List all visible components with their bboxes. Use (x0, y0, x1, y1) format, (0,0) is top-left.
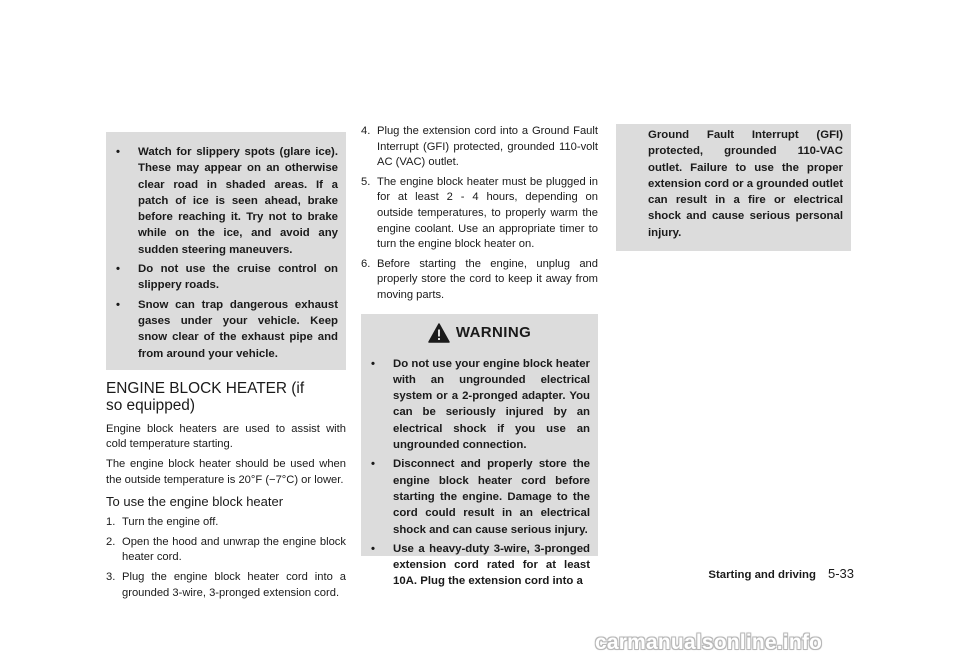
warning-item (369, 356, 590, 454)
paragraph: Engine block heaters are used to assist with cold temperature starting. (106, 422, 346, 451)
step-number: 6. (361, 257, 371, 270)
column-1 (106, 0, 346, 605)
subsection-title: To use the engine block heater (106, 494, 284, 510)
list-item (361, 257, 598, 304)
bullet: • (116, 298, 120, 311)
list-item (361, 124, 598, 171)
warning-item (114, 144, 338, 258)
page-number: 5-33 (827, 566, 854, 581)
steps-list (361, 124, 598, 304)
warning-item (114, 297, 338, 362)
warning-header (369, 316, 590, 350)
warning-item (114, 261, 338, 294)
warning-text: Do not use the cruise control on slippery roads. (138, 263, 338, 292)
warning-text: Do not use your engine block heater with an ungrounded electrical system or a 2-pronged adapter. You can be seriously injured by an electrical shock if you use an ungrounded connection. (393, 357, 590, 452)
step-text: Open the hood and unwrap the engine block heater cord. (122, 535, 346, 564)
warning-label: WARNING (455, 324, 532, 342)
list-item (106, 515, 346, 531)
warning-text: Disconnect and properly store the engine block heater cord before starting the engine. Damage to the cord could result in an electrical shock and can cause serious injury. (393, 458, 590, 536)
bullet: • (371, 458, 375, 471)
step-text: The engine block heater must be plugged in for at least 2 - 4 hours, depending on outside temperatures, to properly warm the engine coolant. Use an appropriate timer to turn the engine block heater on. (377, 175, 598, 251)
warning-item (369, 541, 590, 590)
warning-box-end (616, 124, 851, 251)
warning-text: Use a heavy-duty 3-wire, 3-pronged extension cord rated for at least 10A. Plug the extension cord into a (393, 542, 590, 588)
step-number: 1. (106, 516, 116, 529)
step-text: Turn the engine off. (122, 516, 219, 529)
bullet: • (116, 146, 120, 158)
bullet: • (371, 542, 375, 555)
step-number: 3. (106, 571, 116, 584)
warning-item (369, 456, 590, 537)
step-number: 2. (106, 535, 116, 548)
warning-text: Ground Fault Interrupt (GFI) protected, grounded 110-VAC outlet. Failure to use the proper extension cord or a grounded outlet can result in a fire or electrical shock and cause serious personal injury. (648, 129, 843, 239)
warning-text: Watch for slippery spots (glare ice). These may appear on an otherwise clear road in shaded areas. If a patch of ice is seen ahead, brake before reaching it. Try not to brake while on the ice, and avoid any sudden steering maneuvers. (138, 146, 338, 256)
list-item (361, 175, 598, 253)
column-3 (616, 0, 851, 251)
section-title: ENGINE BLOCK HEATER (if so equipped) (106, 379, 305, 414)
column-2 (361, 0, 598, 588)
list-item (106, 570, 346, 601)
watermark: carmanualsonline.info (595, 631, 823, 654)
warning-triangle-icon (428, 323, 450, 343)
warning-box (361, 314, 598, 588)
step-text: Plug the extension cord into a Ground Fault Interrupt (GFI) protected, grounded 110-volt AC (VAC) outlet. (377, 125, 598, 169)
step-text: Before starting the engine, unplug and properly store the cord to keep it away from moving parts. (377, 257, 598, 301)
footer-section-name: Starting and driving (708, 569, 816, 581)
step-number: 4. (361, 125, 371, 137)
bullet: • (371, 357, 375, 370)
list-item (106, 535, 346, 566)
step-text: Plug the engine block heater cord into a grounded 3-wire, 3-pronged extension cord. (122, 571, 346, 599)
warning-text-continued (624, 127, 843, 241)
warning-text: Snow can trap dangerous exhaust gases under your vehicle. Keep snow clear of the exhaust pipe and from around your vehicle. (138, 298, 338, 360)
page-footer (708, 566, 854, 581)
bullet: • (116, 263, 120, 276)
step-number: 5. (361, 175, 371, 188)
paragraph: The engine block heater should be used when the outside temperature is 20°F (−7°C) or lower. (106, 458, 346, 486)
warning-box-continued (106, 132, 346, 370)
